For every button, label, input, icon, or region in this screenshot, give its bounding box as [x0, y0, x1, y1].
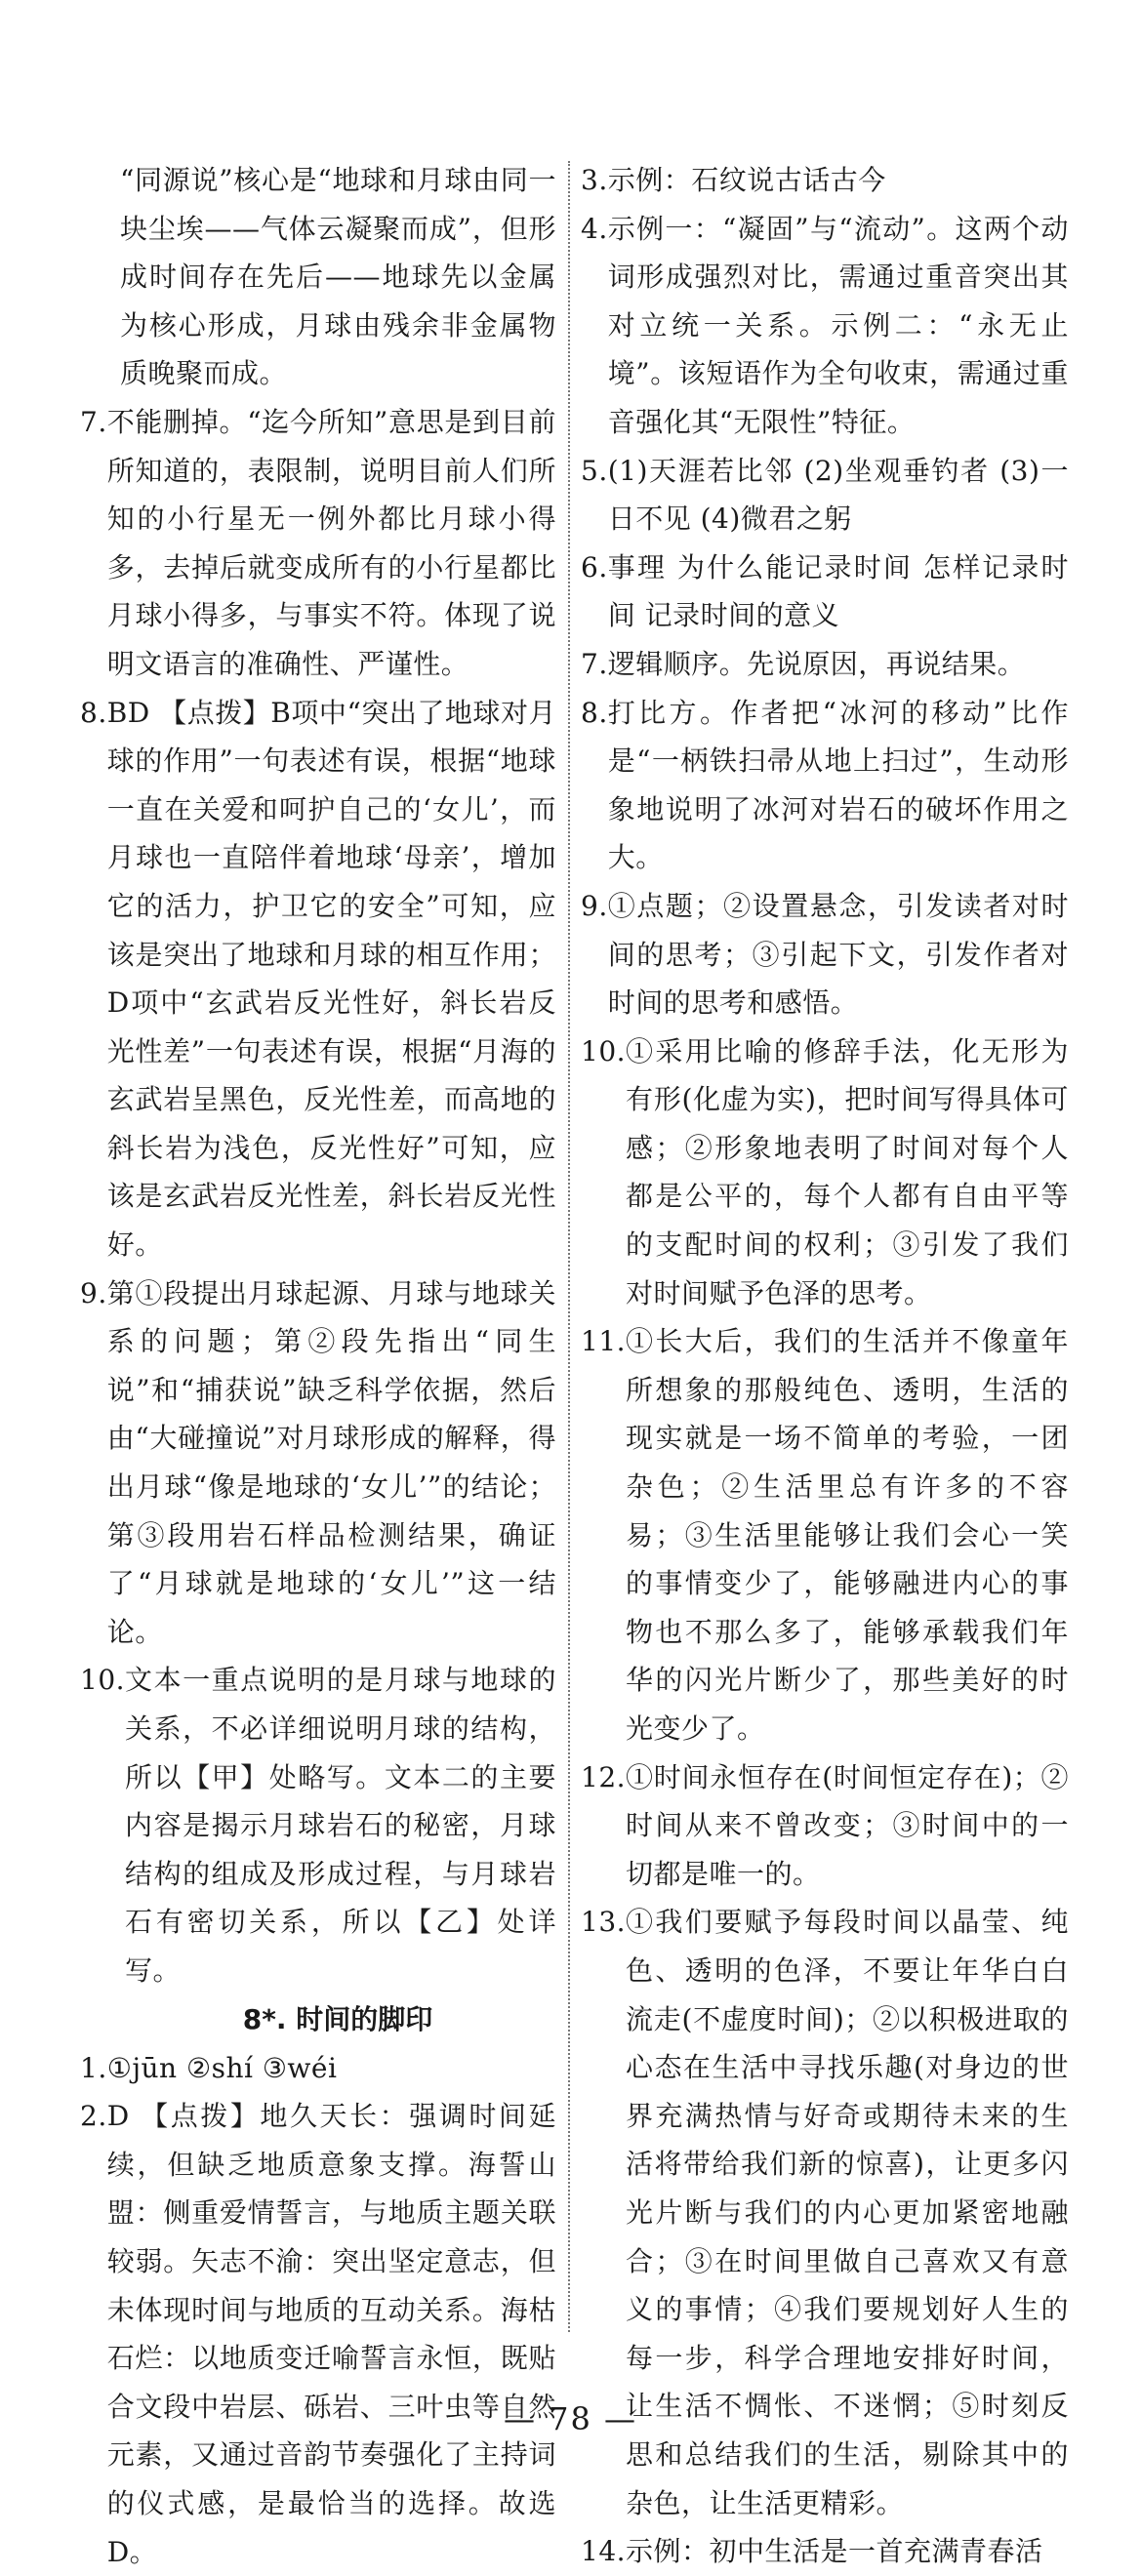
answer-number: 5. — [581, 454, 608, 487]
answer-number: 13. — [581, 1906, 627, 1939]
answer-item — [80, 1656, 556, 1994]
page-number: — 78 — — [503, 2400, 638, 2437]
answer-item — [581, 156, 1069, 205]
section-title: 8*. 时间的脚印 — [242, 2002, 433, 2035]
answer-item — [581, 447, 1069, 543]
answer-text: 不能删掉。“迄今所知”意思是到目前所知道的，表限制，说明目前人们所知的小行星无一例外都比月球小得多，去掉后就变成所有的小行星都比月球小得多，与事实不符。体现了说明文语言的准确性、严谨性。 — [106, 405, 556, 680]
answer-number: 10. — [581, 1034, 627, 1067]
answer-text: 示例一：“凝固”与“流动”。这两个动词形成强烈对比，需通过重音突出其对立统一关系。示例二：“永无止境”。该短语作为全句收束，需通过重音强化其“无限性”特征。 — [607, 212, 1069, 438]
answer-number: 9. — [80, 1276, 107, 1309]
answer-text: 示例：初中生活是一首充满青春活 — [626, 2535, 1043, 2568]
answer-text: 第①段提出月球起源、月球与地球关系的问题；第②段先指出“同生说”和“捕获说”缺乏科学依据，然后由“大碰撞说”对月球形成的解释，得出月球“像是地球的‘女儿’”的结论；第③段用岩石样品检测结果，确证了“月球就是地球的‘女儿’”这一结论。 — [106, 1276, 556, 1648]
column-divider — [568, 161, 570, 2332]
answer-item — [581, 2527, 1069, 2576]
answer-number: 8. — [581, 696, 608, 729]
answer-text: BD 【点拨】B项中“突出了地球对月球的作用”一句表述有误，根据“地球一直在关爱和呵护自己的‘女儿’，而月球也一直陪伴着地球‘母亲’，增加它的活力，护卫它的安全”可知，应该是突出了地球和月球的相互作用；D项中“玄武岩反光性好，斜长岩反光性差”一句表述有误，根据“月海的玄武岩呈黑色，反光性差，而高地的斜长岩为浅色，反光性好”可知，应该是玄武岩反光性差，斜长岩反光性好。 — [106, 696, 556, 1262]
answer-text: ①采用比喻的修辞手法，化无形为有形(化虚为实)，把时间写得具体可感；②形象地表明了时间对每个人都是公平的，每个人都有自由平等的支配时间的权利；③引发了我们对时间赋予色泽的思考。 — [626, 1034, 1069, 1309]
answer-item — [80, 398, 556, 689]
answer-number: 6. — [581, 550, 608, 584]
answer-number: 11. — [581, 1325, 627, 1358]
answer-text: ①我们要赋予每段时间以晶莹、纯色、透明的色泽，不要让年华白白流走(不虚度时间)；②以积极进取的心态在生活中寻找乐趣(对身边的世界充满热情与好奇或期待未来的生活将带给我们新的惊喜)，让更多闪光片断与我们的内心更加紧密地融合；③在时间里做自己喜欢又有意义的事情；④我们要规划好人生的每一步，科学合理地安排好时间，让生活不惆怅、不迷惘；⑤时刻反思和总结我们的生活，剔除其中的杂色，让生活更精彩。 — [626, 1906, 1069, 2519]
answer-number: 2. — [80, 2100, 107, 2133]
answer-number: 9. — [581, 889, 608, 922]
answer-number: 14. — [581, 2535, 627, 2568]
answer-number: 10. — [80, 1664, 126, 1697]
answer-text: 事理 为什么能记录时间 怎样记录时间 记录时间的意义 — [607, 550, 1069, 632]
answer-number: 8. — [80, 696, 107, 729]
answer-text: 逻辑顺序。先说原因，再说结果。 — [607, 647, 1026, 680]
answer-number: 3. — [581, 164, 608, 196]
answer-item — [581, 543, 1069, 640]
answer-item — [581, 640, 1069, 689]
answer-item — [581, 689, 1069, 882]
answer-text: ①长大后，我们的生活并不像童年所想象的那般纯色、透明，生活的现实就是一场不简单的考验，一团杂色；②生活里总有许多的不容易；③生活里能够让我们会心一笑的事情变少了，能够融进内心的事物也不那么多了，能够承载我们年华的闪光片断少了，那些美好的时光变少了。 — [626, 1325, 1069, 1745]
answer-item — [80, 2044, 556, 2093]
answer-item — [581, 205, 1069, 447]
answer-text: ①jūn ②shí ③wéi — [106, 2051, 338, 2084]
answer-item — [80, 689, 556, 1269]
answer-text: D 【点拨】地久天长：强调时间延续，但缺乏地质意象支撑。海誓山盟：侧重爱情誓言，与地质主题关联较弱。矢志不渝：突出坚定意志，但未体现时间与地质的互动关系。海枯石烂：以地质变迁喻誓言永恒，既贴合文段中岩层、砾岩、三叶虫等自然元素，又通过音韵节奏强化了主持词的仪式感，是最恰当的选择。故选D。 — [106, 2100, 556, 2568]
answers-list-b — [80, 2044, 556, 2576]
answer-item — [581, 882, 1069, 1027]
answer-number: 12. — [581, 1760, 627, 1793]
answer-text: 文本一重点说明的是月球与地球的关系，不必详细说明月球的结构，所以【甲】处略写。文本二的主要内容是揭示月球岩石的秘密，月球结构的组成及形成过程，与月球岩石有密切关系，所以【乙】处详写。 — [125, 1664, 556, 1987]
answers-list-a — [80, 398, 556, 1995]
answer-text: ①点题；②设置悬念，引发读者对时间的思考；③引起下文，引发作者对时间的思考和感悟。 — [607, 889, 1069, 1020]
answer-item — [80, 2092, 556, 2576]
answer-6-continued — [80, 156, 556, 398]
left-column — [80, 156, 556, 2576]
answer-number: 7. — [581, 647, 608, 680]
answer-number: 4. — [581, 212, 608, 245]
answer-item — [581, 1753, 1069, 1899]
right-column — [581, 156, 1069, 2576]
answer-item — [80, 1269, 556, 1657]
answer-item — [581, 1317, 1069, 1752]
answer-text: ①时间永恒存在(时间恒定存在)；②时间从来不曾改变；③时间中的一切都是唯一的。 — [626, 1760, 1069, 1890]
answer-number: 1. — [80, 2051, 107, 2084]
answer-text: 打比方。作者把“冰河的移动”比作是“一柄铁扫帚从地上扫过”，生动形象地说明了冰河对岩石的破坏作用之大。 — [607, 696, 1069, 874]
answer-text: “同源说”核心是“地球和月球由同一块尘埃——气体云凝聚而成”，但形成时间存在先后——地球先以金属为核心形成，月球由残余非金属物质晚聚而成。 — [120, 164, 556, 390]
answer-number: 7. — [80, 405, 107, 438]
answer-item — [581, 1027, 1069, 1318]
answer-text: 示例：石纹说古话古今 — [607, 164, 886, 196]
answer-text: (1)天涯若比邻 (2)坐观垂钓者 (3)一日不见 (4)微君之躬 — [607, 454, 1069, 536]
